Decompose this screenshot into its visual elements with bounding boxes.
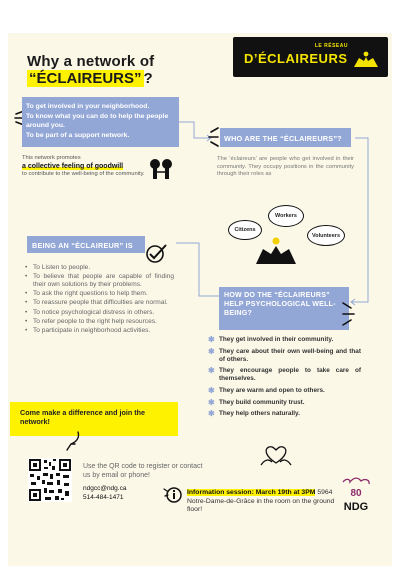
info-session-date: Information session: March 19th at 3PM bbox=[187, 489, 316, 496]
join-network-cta: Come make a difference and join the network! bbox=[10, 402, 178, 436]
list-item: • To ask the right questions to help them. bbox=[23, 290, 174, 298]
list-item: ✱ They encourage people to take care of themselves. bbox=[208, 366, 361, 383]
info-session-address: 5964 Notre-Dame-de-Grâce in the room on the ground floor! bbox=[187, 489, 335, 514]
title-highlight: “ÉCLAIREURS” bbox=[29, 70, 142, 87]
bubble-workers: Workers bbox=[268, 205, 304, 227]
info-icon bbox=[162, 483, 184, 505]
who-are-heading: WHO ARE THE “ÉCLAIREURS”? bbox=[220, 128, 351, 147]
page-title-line2 bbox=[27, 70, 153, 87]
intro-line: To get involved in your neighborhood. bbox=[26, 103, 150, 110]
star-icon: ✱ bbox=[208, 346, 215, 356]
sparkle-icon bbox=[340, 300, 356, 328]
list-item: • To believe that people are capable of finding their own solutions by their problems. bbox=[23, 273, 174, 289]
contact-phone[interactable]: 514-484-1471 bbox=[83, 493, 124, 501]
contact-text: Use the QR code to register or contact us by email or phone! bbox=[83, 463, 203, 479]
eclaireurs-logo bbox=[233, 37, 388, 77]
ndg-logo-number: 80 bbox=[350, 488, 362, 499]
list-item: ✱ They build community trust. bbox=[208, 397, 305, 407]
promotes-emphasis: a collective feeling of goodwill bbox=[22, 162, 124, 170]
star-icon: ✱ bbox=[208, 335, 215, 344]
people-icon bbox=[148, 158, 174, 180]
ndg-logo-letters: NDG bbox=[343, 501, 369, 513]
title-suffix: ? bbox=[143, 70, 153, 87]
promotes-prefix: This network promotes bbox=[22, 155, 81, 161]
contact-email[interactable]: ndgcc@ndg.ca bbox=[83, 485, 127, 492]
star-icon: ✱ bbox=[208, 409, 215, 419]
list-item: • To Listen to people. bbox=[23, 264, 174, 272]
checkmark-icon bbox=[143, 242, 169, 264]
bubble-citizens: Citizens bbox=[228, 220, 262, 240]
being-eclaireur-heading: BEING AN “ÉCLAIREUR” IS bbox=[27, 236, 145, 253]
contact-block bbox=[83, 462, 203, 502]
intro-line: To know what you can do to help the people around you. bbox=[26, 112, 169, 129]
heart-hands-icon bbox=[259, 443, 293, 467]
qr-code[interactable] bbox=[28, 458, 72, 502]
list-item: • To notice psychological distress in others. bbox=[23, 309, 174, 317]
arrow-down-icon bbox=[64, 430, 84, 452]
list-item: ✱ They are warm and open to others. bbox=[208, 386, 325, 396]
logo-small-text: LE RÉSEAU bbox=[314, 43, 348, 49]
who-are-text: The ‘éclaireurs’ are people who get involved in their community. They occupy positions in the community through their roles as bbox=[217, 156, 354, 177]
promotes-suffix: to contribute to the well-being of the community. bbox=[22, 171, 145, 177]
page-title-line1: Why a network of bbox=[27, 53, 155, 70]
how-help-heading: HOW DO THE “ÉCLAIREURS” HELP PSYCHOLOGICAL WELL-BEING? bbox=[219, 287, 349, 330]
helping-hands-icon bbox=[352, 51, 380, 67]
list-item: • To reassure people that difficulties are normal. bbox=[23, 299, 174, 307]
list-item: ✱ They get involved in their community. bbox=[208, 335, 334, 344]
list-item: ✱ They care about their own well-being and that of others. bbox=[208, 346, 361, 363]
intro-box bbox=[22, 97, 179, 147]
helping-hands-icon bbox=[254, 236, 298, 264]
star-icon: ✱ bbox=[208, 397, 215, 407]
how-help-list bbox=[208, 336, 361, 422]
intro-line: To be part of a support network. bbox=[26, 131, 130, 139]
sparkle-icon bbox=[207, 126, 221, 148]
list-item: ✱ They help others naturally. bbox=[208, 409, 300, 419]
list-item: • To refer people to the right help resources. bbox=[23, 318, 174, 326]
info-session bbox=[187, 489, 343, 515]
star-icon: ✱ bbox=[208, 386, 215, 396]
logo-big-text: D’ÉCLAIREURS bbox=[244, 51, 348, 66]
ndg-80-logo bbox=[336, 476, 376, 516]
being-eclaireur-list bbox=[23, 264, 174, 336]
star-icon: ✱ bbox=[208, 366, 215, 376]
list-item: • To participate in neighborhood activities. bbox=[23, 327, 174, 335]
bubble-volunteers: Volunteers bbox=[307, 225, 345, 246]
